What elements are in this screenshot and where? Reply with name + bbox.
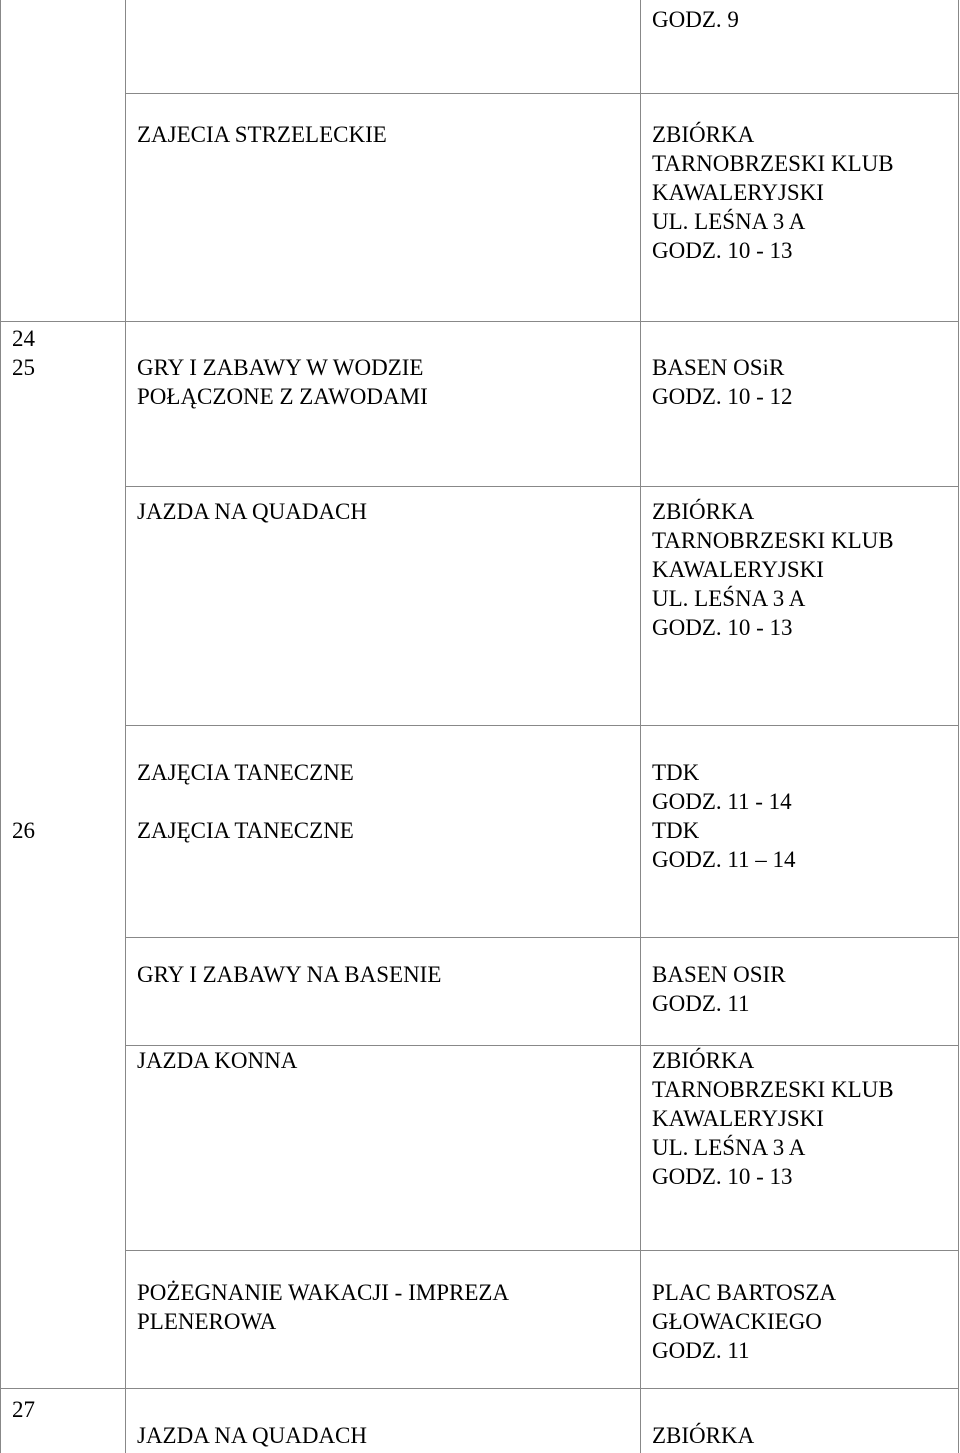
location-cell <box>652 497 894 642</box>
location-text: TDK <box>652 760 700 785</box>
activity-text: POŻEGNANIE WAKACJI - IMPREZA <box>137 1280 510 1305</box>
table-border-left <box>0 0 1 1453</box>
location-cell <box>652 1278 836 1365</box>
location-text: GODZ. 10 - 13 <box>652 238 793 263</box>
row-divider <box>125 725 958 726</box>
activity-text: JAZDA NA QUADACH <box>137 1423 368 1448</box>
location-text: GODZ. 10 - 13 <box>652 615 793 640</box>
location-text: BASEN OSIR <box>652 962 786 987</box>
location-text: PLAC BARTOSZA <box>652 1280 837 1305</box>
location-text: KAWALERYJSKI <box>652 180 824 205</box>
activity-cell <box>137 1278 509 1336</box>
location-text: TARNOBRZESKI KLUB <box>652 1077 894 1102</box>
row-divider <box>125 93 640 94</box>
activity-text: POŁĄCZONE Z ZAWODAMI <box>137 384 428 409</box>
day-number: 25 <box>12 355 35 380</box>
table-border-right <box>958 0 959 1453</box>
location-text: GODZ. 10 - 12 <box>652 384 793 409</box>
location-cell <box>652 5 739 34</box>
location-cell <box>652 1421 754 1450</box>
day-cell <box>12 324 35 382</box>
activity-text: ZAJECIA STRZELECKIE <box>137 122 387 147</box>
location-text: UL. LEŚNA 3 A <box>652 209 806 234</box>
location-cell <box>652 1046 894 1191</box>
day-number: 24 <box>12 326 35 351</box>
activity-cell <box>137 816 354 845</box>
location-text: ZBIÓRKA <box>652 1048 755 1073</box>
location-text: TARNOBRZESKI KLUB <box>652 528 894 553</box>
activity-cell <box>137 1421 367 1450</box>
activity-cell <box>137 120 387 149</box>
location-text: UL. LEŚNA 3 A <box>652 586 806 611</box>
location-text: GODZ. 11 - 14 <box>652 789 792 814</box>
day-cell <box>12 816 35 845</box>
row-divider <box>0 321 958 322</box>
row-divider <box>640 93 958 94</box>
column-divider-1 <box>125 0 126 1453</box>
activity-text: PLENEROWA <box>137 1309 277 1334</box>
day-cell <box>12 1395 35 1424</box>
location-text: KAWALERYJSKI <box>652 1106 824 1131</box>
activity-cell <box>137 1046 297 1075</box>
location-text: ZBIÓRKA <box>652 1423 755 1448</box>
activity-cell <box>137 497 367 526</box>
activity-text: JAZDA KONNA <box>137 1048 298 1073</box>
location-text: GODZ. 11 – 14 <box>652 847 796 872</box>
activity-cell <box>137 353 428 411</box>
location-text: GODZ. 11 <box>652 991 750 1016</box>
activity-text: ZAJĘCIA TANECZNE <box>137 818 354 843</box>
activity-cell <box>137 960 441 989</box>
location-text: GODZ. 11 <box>652 1338 750 1363</box>
row-divider <box>125 1250 958 1251</box>
location-cell <box>652 353 793 411</box>
location-text: ZBIÓRKA <box>652 122 755 147</box>
location-text: BASEN OSiR <box>652 355 785 380</box>
location-text: ZBIÓRKA <box>652 499 755 524</box>
day-number: 26 <box>12 818 35 843</box>
location-cell <box>652 758 796 874</box>
row-divider <box>125 937 958 938</box>
activity-text: ZAJĘCIA TANECZNE <box>137 760 354 785</box>
location-text: KAWALERYJSKI <box>652 557 824 582</box>
row-divider <box>0 1388 958 1389</box>
activity-text: JAZDA NA QUADACH <box>137 499 368 524</box>
column-divider-2 <box>640 0 641 1453</box>
location-text: GŁOWACKIEGO <box>652 1309 822 1334</box>
location-text: UL. LEŚNA 3 A <box>652 1135 806 1160</box>
row-divider <box>125 486 958 487</box>
location-cell <box>652 120 894 265</box>
location-cell <box>652 960 786 1018</box>
activity-text: GRY I ZABAWY NA BASENIE <box>137 962 442 987</box>
activity-text: GRY I ZABAWY W WODZIE <box>137 355 424 380</box>
day-number: 27 <box>12 1397 35 1422</box>
location-text: TARNOBRZESKI KLUB <box>652 151 894 176</box>
activity-cell <box>137 758 354 787</box>
location-text: TDK <box>652 818 700 843</box>
location-text: GODZ. 10 - 13 <box>652 1164 793 1189</box>
location-text: GODZ. 9 <box>652 7 739 32</box>
